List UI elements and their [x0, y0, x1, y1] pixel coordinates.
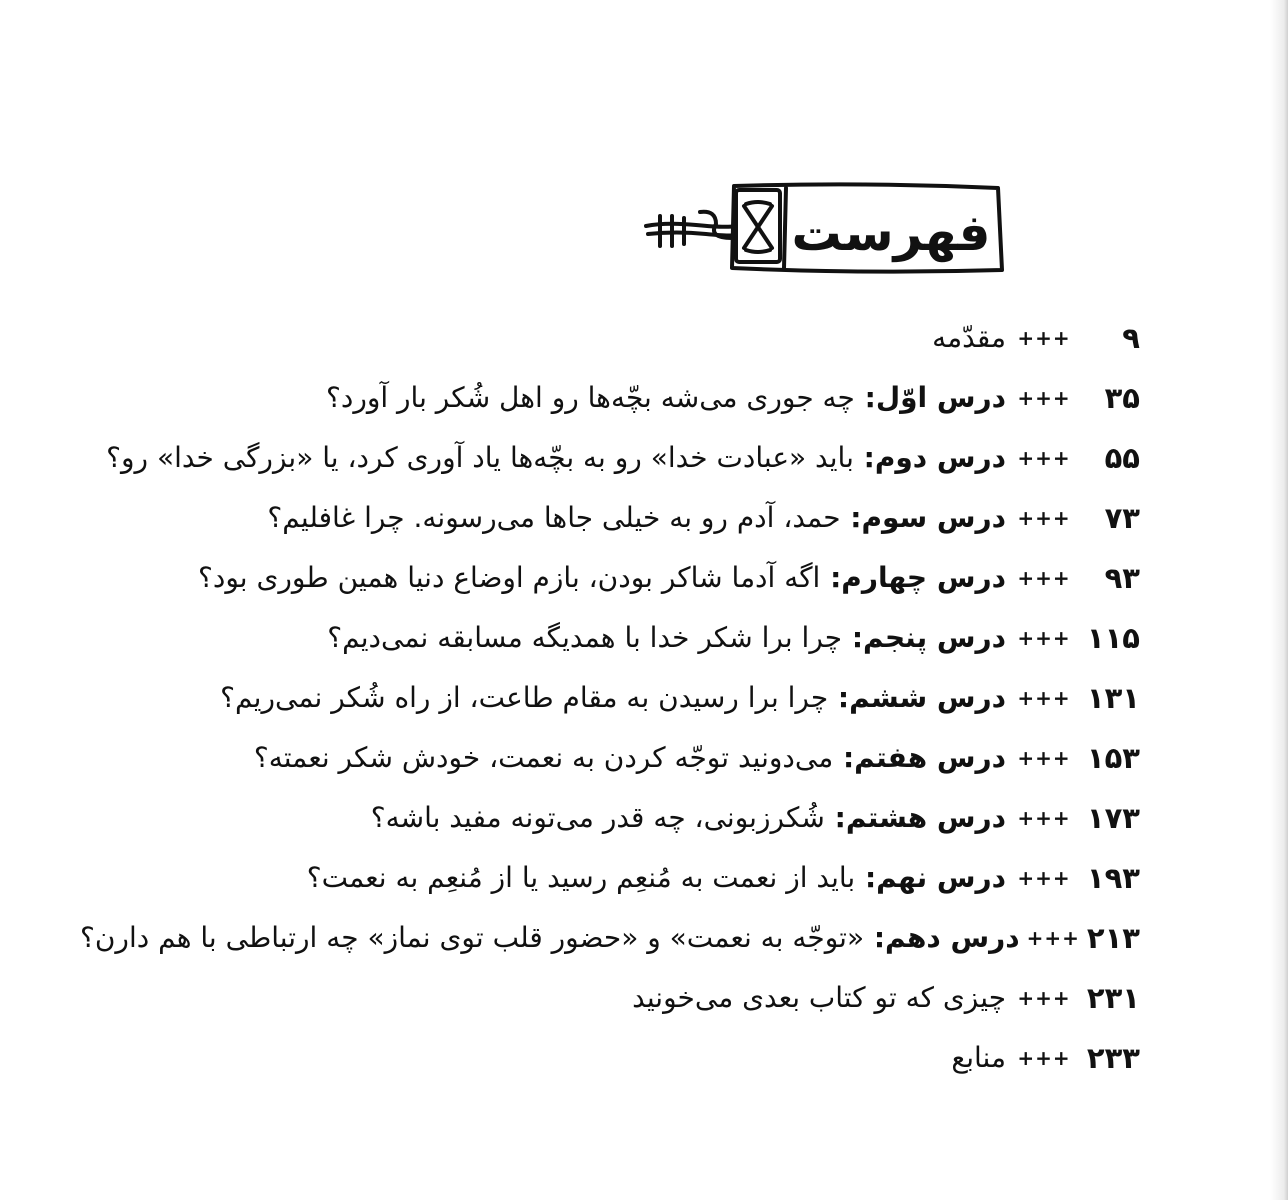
lesson-colon: :	[855, 861, 877, 894]
lesson-colon: :	[840, 501, 862, 534]
entry-text: چه جوری می‌شه بچّه‌ها رو اهل شُکر بار آورد؟	[325, 381, 855, 414]
toc-title-banner	[636, 176, 1016, 286]
entry-line	[267, 488, 1006, 548]
toc-row[interactable]	[80, 1028, 1140, 1088]
page-number: ۹۳	[1104, 561, 1140, 595]
entry-text: اگه آدما شاکر بودن، بازم اوضاع دنیا همین طوری بود؟	[198, 561, 821, 594]
page-number: ۲۳۱	[1086, 981, 1140, 1015]
lesson-colon: :	[828, 681, 850, 714]
page-number: ۱۹۳	[1086, 861, 1140, 895]
entry-text: شُکرزبونی، چه قدر می‌تونه مفید باشه؟	[370, 801, 825, 834]
entry-line	[307, 848, 1006, 908]
separator: +++	[1017, 806, 1071, 830]
page-number: ۷۳	[1104, 501, 1140, 535]
page-number: ۹	[1122, 321, 1140, 355]
toc-row[interactable]	[80, 428, 1140, 488]
lesson-colon: :	[864, 921, 886, 954]
separator: +++	[1017, 626, 1071, 650]
separator: +++	[1017, 386, 1071, 410]
entry-text: چیزی که تو کتاب بعدی می‌خونید	[632, 981, 1006, 1014]
lesson-label: درس پنجم	[863, 621, 1006, 654]
toc-row[interactable]	[80, 668, 1140, 728]
toc-row[interactable]	[80, 308, 1140, 368]
page-number: ۲۳۳	[1086, 1041, 1140, 1075]
entry-line	[371, 788, 1006, 848]
toc-row[interactable]	[80, 788, 1140, 848]
toc-row[interactable]	[80, 908, 1140, 968]
entry-text: حمد، آدم رو به خیلی جاها می‌رسونه. چرا غافلیم؟	[267, 501, 841, 534]
toc-row[interactable]	[80, 728, 1140, 788]
entry-text: باید «عبادت خدا» رو به بچّه‌ها یاد آوری کرد، یا «بزرگی خدا» رو؟	[106, 441, 854, 474]
lesson-colon: :	[842, 621, 864, 654]
entry-text: منابع	[951, 1041, 1006, 1074]
page-number: ۱۵۳	[1086, 741, 1140, 775]
toc-row[interactable]	[80, 368, 1140, 428]
toc-row[interactable]	[80, 848, 1140, 908]
separator: +++	[1017, 566, 1071, 590]
lesson-label: درس دوم	[874, 441, 1006, 474]
page-number: ۳۵	[1104, 381, 1140, 415]
entry-line	[220, 668, 1006, 728]
toc-row[interactable]	[80, 608, 1140, 668]
toc-row[interactable]	[80, 968, 1140, 1028]
separator: +++	[1017, 326, 1071, 350]
toc-row[interactable]	[80, 488, 1140, 548]
table-of-contents	[80, 308, 1140, 1088]
entry-text: چرا برا شکر خدا با همدیگه مسابقه نمی‌دیم؟	[327, 621, 843, 654]
separator: +++	[1017, 866, 1071, 890]
lesson-label: درس نهم	[876, 861, 1006, 894]
entry-line	[80, 908, 1020, 968]
lesson-colon: :	[833, 741, 855, 774]
entry-line	[198, 548, 1006, 608]
entry-text: چرا برا رسیدن به مقام طاعت، از راه شُکر نمی‌ریم؟	[220, 681, 829, 714]
separator: +++	[1017, 986, 1071, 1010]
lesson-label: درس دهم	[885, 921, 1020, 954]
entry-line	[254, 728, 1006, 788]
lesson-label: درس سوم	[861, 501, 1006, 534]
page-edge-shadow	[1270, 0, 1288, 1200]
lesson-colon: :	[853, 441, 875, 474]
entry-line	[326, 368, 1006, 428]
page-number: ۱۱۵	[1086, 621, 1140, 655]
page-number: ۱۷۳	[1086, 801, 1140, 835]
entry-line	[106, 428, 1006, 488]
lesson-label: درس چهارم	[841, 561, 1006, 594]
separator: +++	[1026, 926, 1080, 950]
lesson-colon: :	[854, 381, 876, 414]
separator: +++	[1017, 1046, 1071, 1070]
lesson-label: درس ششم	[849, 681, 1006, 714]
toc-row[interactable]	[80, 548, 1140, 608]
entry-text: «توجّه به نعمت» و «حضور قلب توی نماز» چه ارتباطی با هم دارن؟	[80, 921, 865, 954]
page-number: ۱۳۱	[1086, 681, 1140, 715]
separator: +++	[1017, 506, 1071, 530]
entry-text: مقدّمه	[932, 321, 1006, 354]
lesson-label: درس اوّل	[875, 381, 1006, 414]
lesson-label: درس هفتم	[854, 741, 1006, 774]
page-number: ۲۱۳	[1086, 921, 1140, 955]
lesson-label: درس هشتم	[845, 801, 1006, 834]
separator: +++	[1017, 446, 1071, 470]
lesson-colon: :	[824, 801, 846, 834]
lesson-colon: :	[820, 561, 842, 594]
page-number: ۵۵	[1104, 441, 1140, 475]
entry-text: باید از نعمت به مُنعِم رسید یا از مُنعِم به نعمت؟	[306, 861, 856, 894]
separator: +++	[1017, 686, 1071, 710]
entry-line	[327, 608, 1006, 668]
toc-title: فهرست	[791, 204, 991, 262]
separator: +++	[1017, 746, 1071, 770]
entry-text: می‌دونید توجّه کردن به نعمت، خودش شکر نعمته؟	[253, 741, 834, 774]
